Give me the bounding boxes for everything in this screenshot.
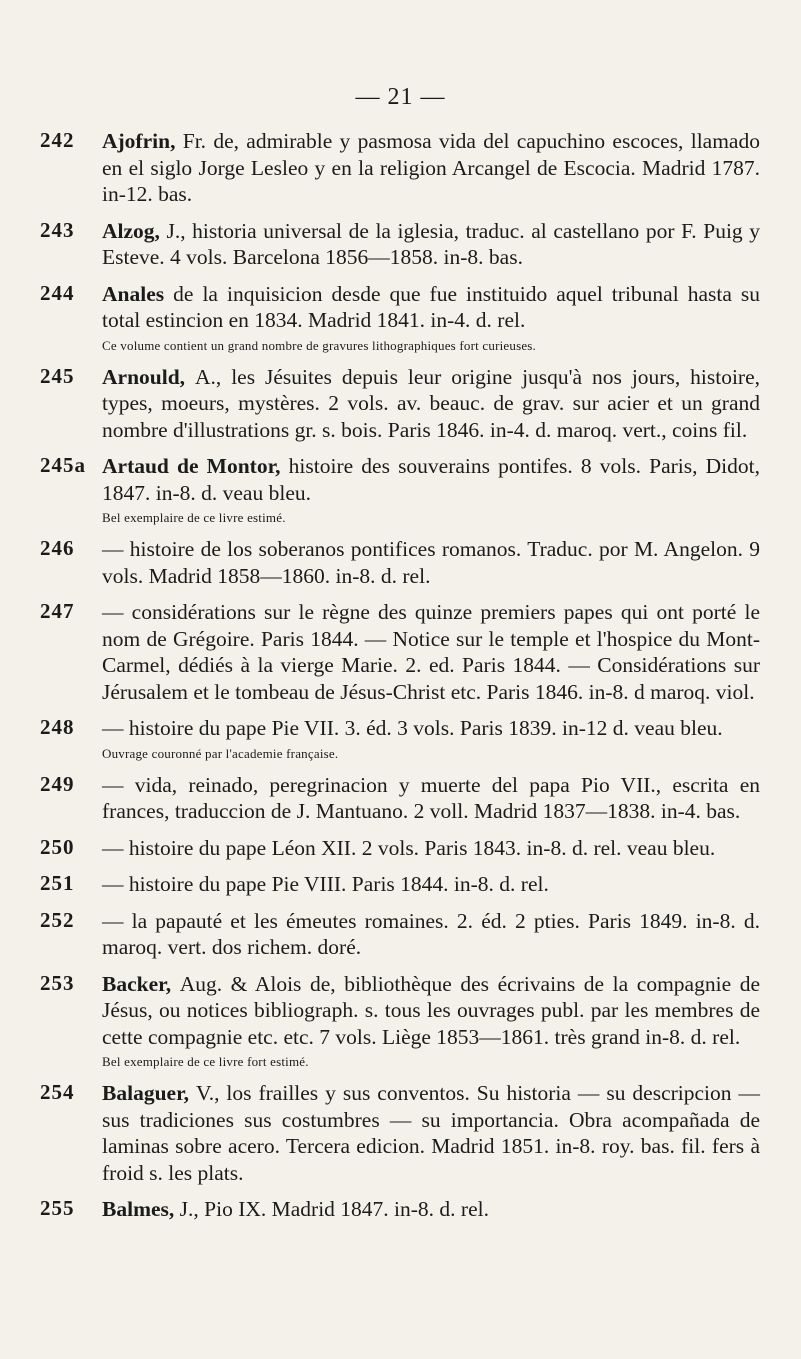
catalog-entry <box>40 599 760 705</box>
entry-author: Balaguer, <box>102 1081 196 1105</box>
catalog-entry <box>40 536 760 589</box>
entry-note: Bel exemplaire de ce livre fort estimé. <box>102 1054 309 1069</box>
entry-description: — histoire de los soberanos pontifices romanos. Traduc. por M. Angelon. 9 vols. Madrid 1858—1860. in-8. d. rel. <box>102 537 760 588</box>
entry-text <box>102 1196 760 1223</box>
catalog-entry <box>40 871 760 898</box>
entry-author: Ajofrin, <box>102 129 183 153</box>
entry-text <box>102 1080 760 1186</box>
entry-author: Arnould, <box>102 364 195 389</box>
entry-text <box>102 772 760 825</box>
entry-number: 248 <box>40 715 75 739</box>
entry-description: — histoire du pape Pie VII. 3. éd. 3 vols. Paris 1839. in-12 d. veau bleu. <box>102 716 723 740</box>
entry-author: Balmes, <box>102 1197 180 1221</box>
page-number: — 21 — <box>355 84 446 110</box>
entry-text <box>102 835 760 862</box>
entry-text <box>102 908 760 961</box>
entry-description: V., los frailles y sus conventos. Su historia — su descripcion — sus tradiciones sus costumbres — su importancia. Obra acompañada de laminas sobre acero. Tercera edicion. Madrid 1851. in-8. roy. bas. fil. fers à froid s. les plats. <box>102 1081 760 1185</box>
entry-description: — la papauté et les émeutes romaines. 2. éd. 2 pties. Paris 1849. in-8. d. maroq. vert. dos richem. doré. <box>102 908 760 959</box>
catalog-entry <box>40 281 760 354</box>
entry-text <box>102 971 760 1051</box>
entry-text <box>102 281 760 334</box>
entry-note: Bel exemplaire de ce livre estimé. <box>102 510 286 525</box>
entry-description: — considérations sur le règne des quinze premiers papes qui ont porté le nom de Grégoire. Paris 1844. — Notice sur le temple et l'hospice du Mont-Carmel, dédiés à la vierge Marie. 2. ed. Paris 1844. — Considérations sur Jérusalem et le tombeau de Jésus-Christ etc. Paris 1846. in-8. d maroq. viol. <box>102 600 760 704</box>
entry-note: Ce volume contient un grand nombre de gravures lithographiques fort curieuses. <box>102 337 537 353</box>
catalog-entry <box>40 971 760 1071</box>
entry-description: Aug. & Alois de, bibliothèque des écrivains de la compagnie de Jésus, ou notices bibliograph. s. tous les ouvrages publ. par les membres de cette compagnie etc. etc. 7 vols. Liège 1853—1861. très grand in-8. d. rel. <box>102 971 761 1049</box>
entry-number: 251 <box>40 871 75 895</box>
entry-author: Alzog, <box>102 218 167 243</box>
entry-number: 244 <box>40 280 75 305</box>
entry-number: 245a <box>40 453 86 477</box>
entry-description: Fr. de, admirable y pasmosa vida del capuchino escoces, llamado en el siglo Jorge Lesleo y en la religion Arcangel de Escocia. Madrid 1787. in-12. bas. <box>102 129 760 206</box>
entry-description: J., historia universal de la iglesia, traduc. al castellano por F. Puig y Esteve. 4 vols. Barcelona 1856—1858. in-8. bas. <box>102 218 760 269</box>
catalog-entries <box>40 128 760 1233</box>
entry-text <box>102 218 760 271</box>
catalog-entry <box>40 835 760 862</box>
entry-number: 253 <box>40 970 75 995</box>
catalog-entry <box>40 1196 760 1223</box>
entry-number: 247 <box>40 599 75 623</box>
entry-description: A., les Jésuites depuis leur origine jusqu'à nos jours, histoire, types, moeurs, mystères. 2 vols. av. beauc. de grav. sur acier et un grand nombre d'illustrations gr. s. bois. Paris 1846. in-4. d. maroq. vert., coins fil. <box>102 364 760 442</box>
catalog-entry <box>40 364 760 444</box>
entry-text <box>102 599 760 705</box>
entry-note: Ouvrage couronné par l'academie française. <box>102 745 339 761</box>
entry-description: — vida, reinado, peregrinacion y muerte del papa Pio VII., escrita en frances, traduccion de J. Mantuano. 2 voll. Madrid 1837—1838. in-4. bas. <box>102 772 760 823</box>
entry-description: histoire des souverains pontifes. 8 vols. Paris, Didot, 1847. in-8. d. veau bleu. <box>102 454 761 505</box>
entry-number: 245 <box>40 363 75 388</box>
entry-text <box>102 364 760 444</box>
catalog-entry <box>40 128 760 208</box>
catalog-entry <box>40 715 760 762</box>
entry-text <box>102 128 760 208</box>
entry-number: 242 <box>40 128 75 152</box>
entry-number: 250 <box>40 834 75 859</box>
entry-number: 243 <box>40 217 75 242</box>
catalog-entry <box>40 1080 760 1186</box>
catalog-entry <box>40 908 760 961</box>
entry-author: Anales <box>102 281 174 306</box>
catalog-entry <box>40 218 760 271</box>
entry-number: 254 <box>40 1080 75 1104</box>
entry-text <box>102 715 760 742</box>
catalog-entry <box>40 772 760 825</box>
entry-number: 252 <box>40 907 75 932</box>
entry-description: J., Pio IX. Madrid 1847. in-8. d. rel. <box>179 1197 489 1221</box>
entry-text <box>102 453 760 506</box>
entry-description: — histoire du pape Pie VIII. Paris 1844. in-8. d. rel. <box>102 872 549 896</box>
catalog-entry <box>40 453 760 526</box>
entry-text <box>102 536 760 589</box>
entry-author: Backer, <box>102 971 180 996</box>
entry-description: de la inquisicion desde que fue instituido aquel tribunal hasta su total estincion en 1834. Madrid 1841. in-4. d. rel. <box>102 281 760 332</box>
entry-number: 246 <box>40 536 75 560</box>
entry-description: — histoire du pape Léon XII. 2 vols. Paris 1843. in-8. d. rel. veau bleu. <box>102 835 716 860</box>
entry-text <box>102 871 760 898</box>
entry-number: 249 <box>40 771 75 796</box>
entry-author: Artaud de Montor, <box>102 454 289 478</box>
entry-number: 255 <box>40 1196 75 1220</box>
